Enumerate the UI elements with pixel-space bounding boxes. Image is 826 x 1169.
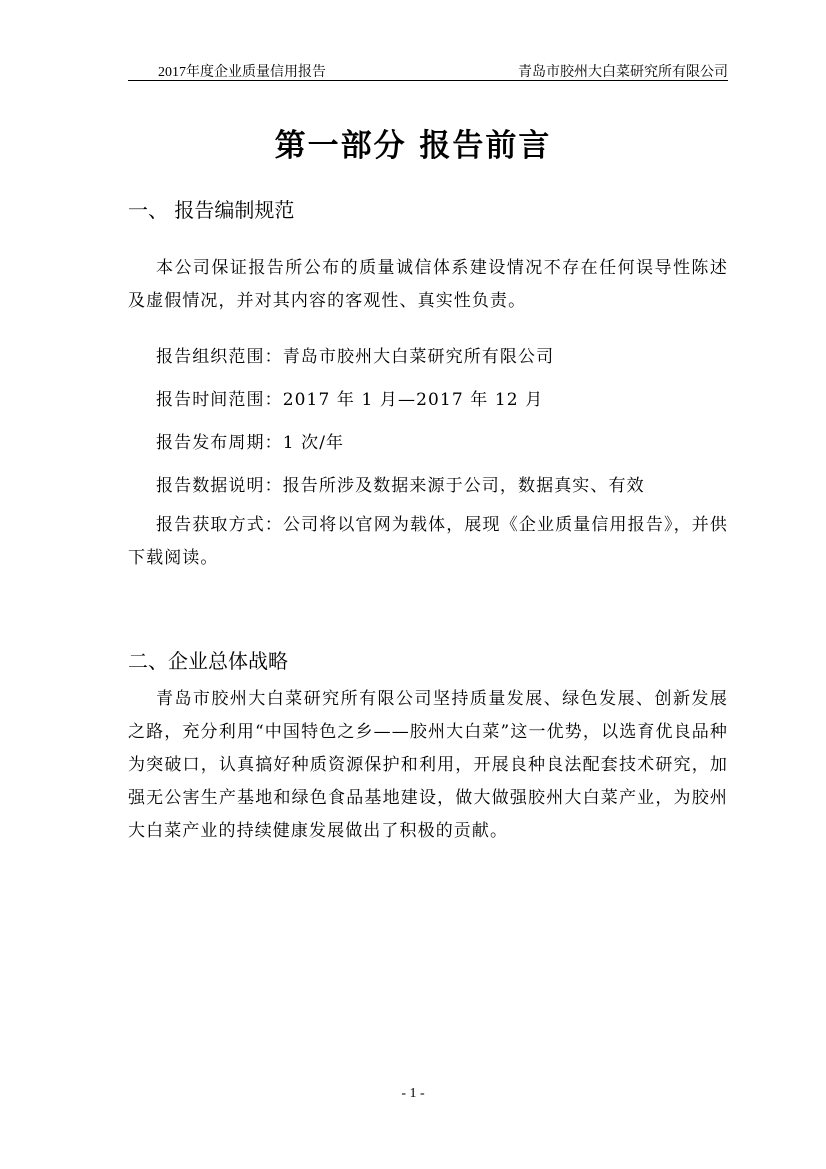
- strategy-paragraph: 青岛市胶州大白菜研究所有限公司坚持质量发展、绿色发展、创新发展之路，充分利用“中国特色之乡——胶州大白菜”这一优势，以选育优良品种为突破口，认真搞好种质资源保护和利用，开展良种良法配套技术研究，加强无公害生产基地和绿色食品基地建设，做大做强胶州大白菜产业，为胶州大白菜产业的持续健康发展做出了积极的贡献。: [128, 689, 728, 841]
- report-period-line: 报告时间范围：2017 年 1 月—2017 年 12 月: [156, 390, 544, 410]
- guarantee-paragraph: 本公司保证报告所公布的质量诚信体系建设情况不存在任何误导性陈述及虚假情况，并对其内容的客观性、真实性负责。: [128, 258, 728, 311]
- page-title: 第一部分 报告前言: [274, 128, 552, 164]
- report-access-paragraph: 报告获取方式：公司将以官网为载体，展现《企业质量信用报告》，并供下载阅读。: [128, 515, 728, 568]
- page-number: - 1 -: [401, 1086, 425, 1101]
- header-report-title: 2017年度企业质量信用报告: [158, 65, 326, 80]
- report-scope-line: 报告组织范围：青岛市胶州大白菜研究所有限公司: [156, 347, 555, 367]
- header-company-name: 青岛市胶州大白菜研究所有限公司: [518, 65, 728, 80]
- report-cycle-line: 报告发布周期：1 次/年: [156, 433, 345, 453]
- report-data-note-line: 报告数据说明：报告所涉及数据来源于公司，数据真实、有效: [156, 476, 645, 496]
- section-heading-report-standards: 一、 报告编制规范: [128, 198, 295, 222]
- page-header: [128, 60, 728, 81]
- section-heading-strategy: 二、企业总体战略: [128, 649, 288, 673]
